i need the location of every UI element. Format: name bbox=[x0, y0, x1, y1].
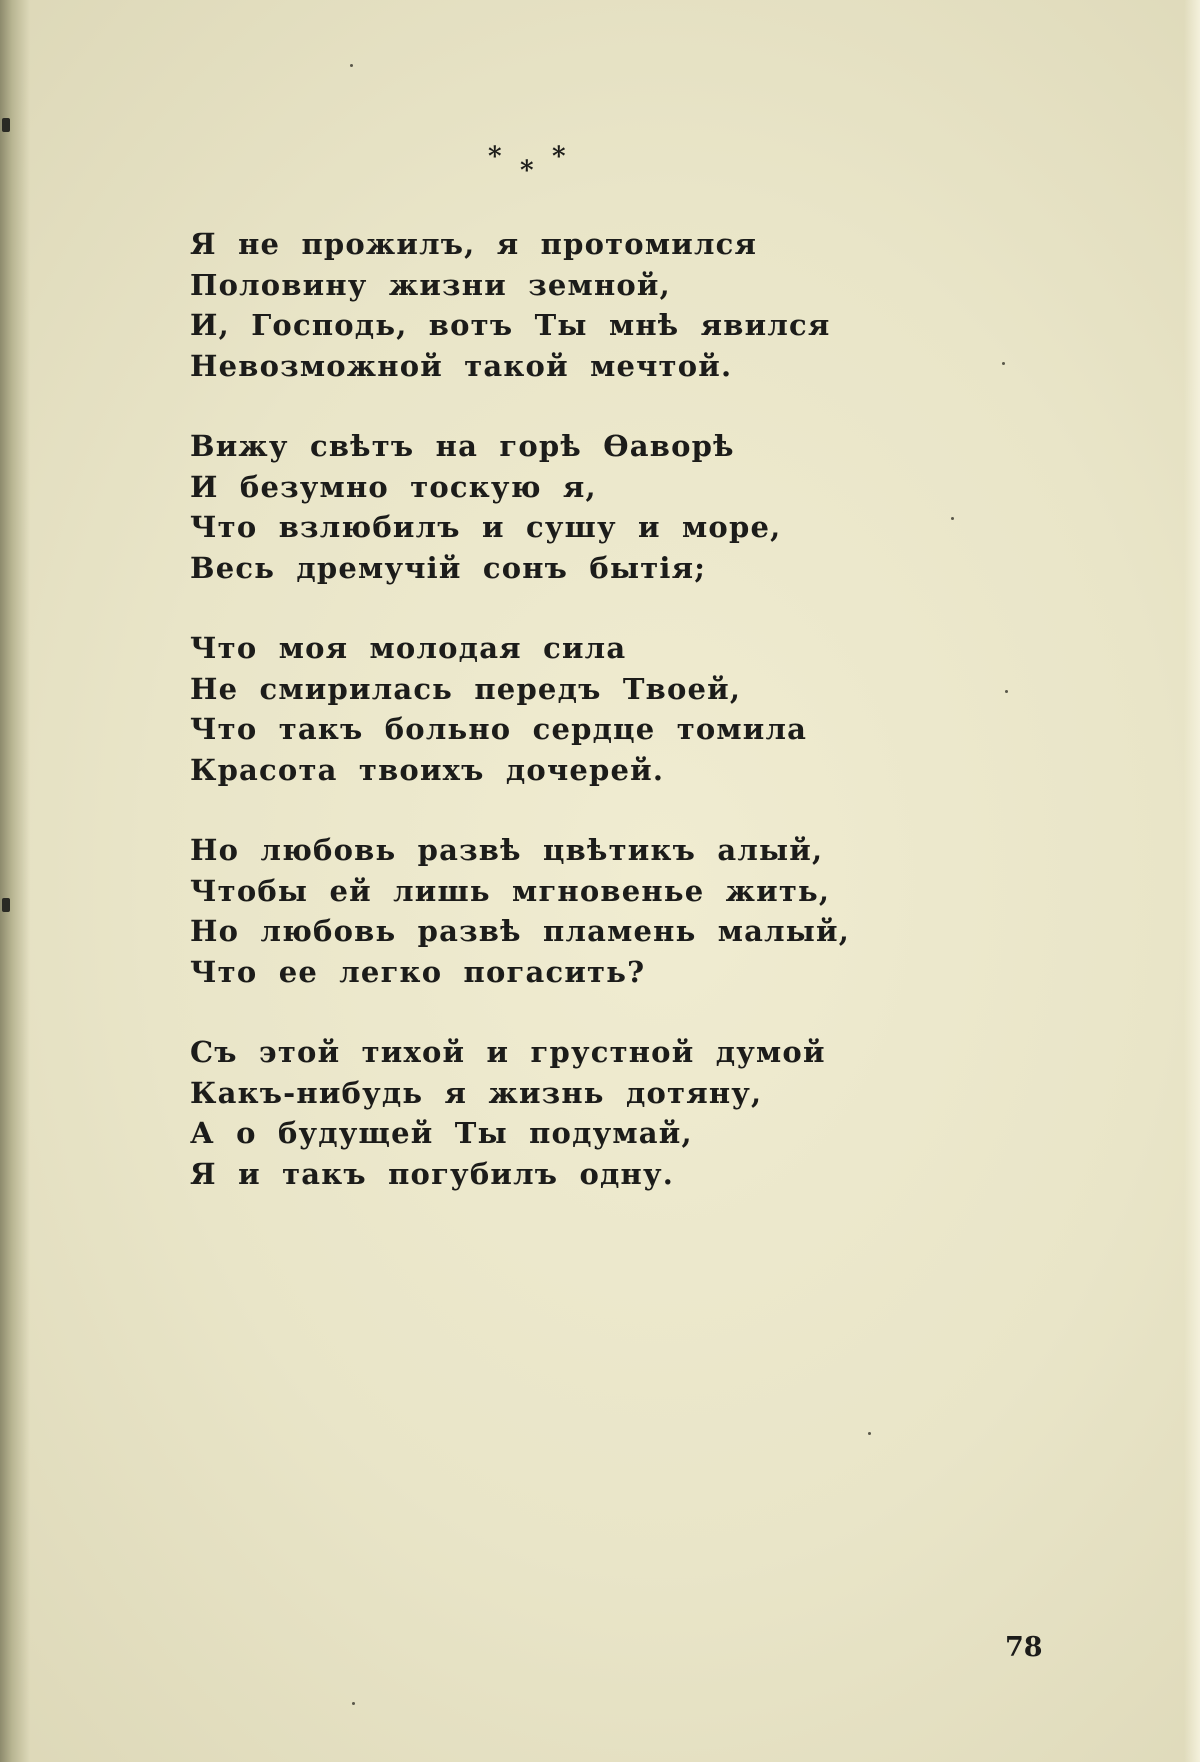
asterism-star: * bbox=[552, 142, 566, 172]
paper-speck bbox=[1005, 690, 1008, 693]
poem-line: Но любовь развѣ пламень малый, bbox=[190, 914, 851, 948]
page-edge bbox=[1184, 0, 1200, 1762]
asterism-star: * bbox=[520, 156, 534, 186]
paper-speck bbox=[951, 517, 954, 520]
binding-mark bbox=[2, 118, 10, 132]
poem-line: Что моя молодая сила bbox=[190, 631, 627, 665]
stanza bbox=[190, 830, 851, 992]
stanza bbox=[190, 1032, 830, 1194]
asterism-star: * bbox=[488, 142, 502, 172]
binding-mark bbox=[2, 898, 10, 912]
poem-line: Красота твоихъ дочерей. bbox=[190, 752, 665, 787]
poem-line: И, Господь, вотъ Ты мнѣ явился bbox=[190, 308, 831, 342]
stanza bbox=[190, 426, 830, 588]
poem-line: А о будущей Ты подумай, bbox=[190, 1116, 693, 1150]
poem-line: Я и такъ погубилъ одну. bbox=[190, 1156, 675, 1191]
paper-speck bbox=[352, 1702, 355, 1705]
stanza bbox=[190, 628, 830, 790]
paper-speck bbox=[1002, 362, 1005, 365]
asterism bbox=[480, 142, 580, 192]
poem-line: Что такъ больно сердце томила bbox=[190, 712, 808, 746]
poem-line: Какъ-нибудь я жизнь дотяну, bbox=[190, 1075, 763, 1110]
poem-line: Съ этой тихой и грустной думой bbox=[190, 1035, 826, 1069]
poem bbox=[190, 224, 851, 1234]
paper-speck bbox=[868, 1432, 871, 1435]
paper-speck bbox=[350, 64, 353, 67]
poem-line: И безумно тоскую я, bbox=[190, 469, 597, 504]
stanza bbox=[190, 224, 830, 386]
poem-line: Весь дремучій сонъ бытія; bbox=[190, 550, 707, 585]
binding-shadow bbox=[0, 0, 30, 1762]
poem-line: Что ее легко погасить? bbox=[190, 954, 646, 989]
poem-line: Невозможной такой мечтой. bbox=[190, 348, 733, 383]
poem-line: Что взлюбилъ и сушу и море, bbox=[190, 510, 782, 544]
poem-line: Не смирилась передъ Твоей, bbox=[190, 671, 742, 706]
page-number: 78 bbox=[1005, 1632, 1043, 1663]
poem-line: Половину жизни земной, bbox=[190, 267, 671, 302]
poem-line: Вижу свѣтъ на горѣ Ѳаворѣ bbox=[190, 429, 735, 463]
poem-line: Чтобы ей лишь мгновенье жить, bbox=[190, 873, 831, 908]
poem-line: Но любовь развѣ цвѣтикъ алый, bbox=[190, 833, 824, 867]
poem-line: Я не прожилъ, я протомился bbox=[190, 227, 758, 261]
